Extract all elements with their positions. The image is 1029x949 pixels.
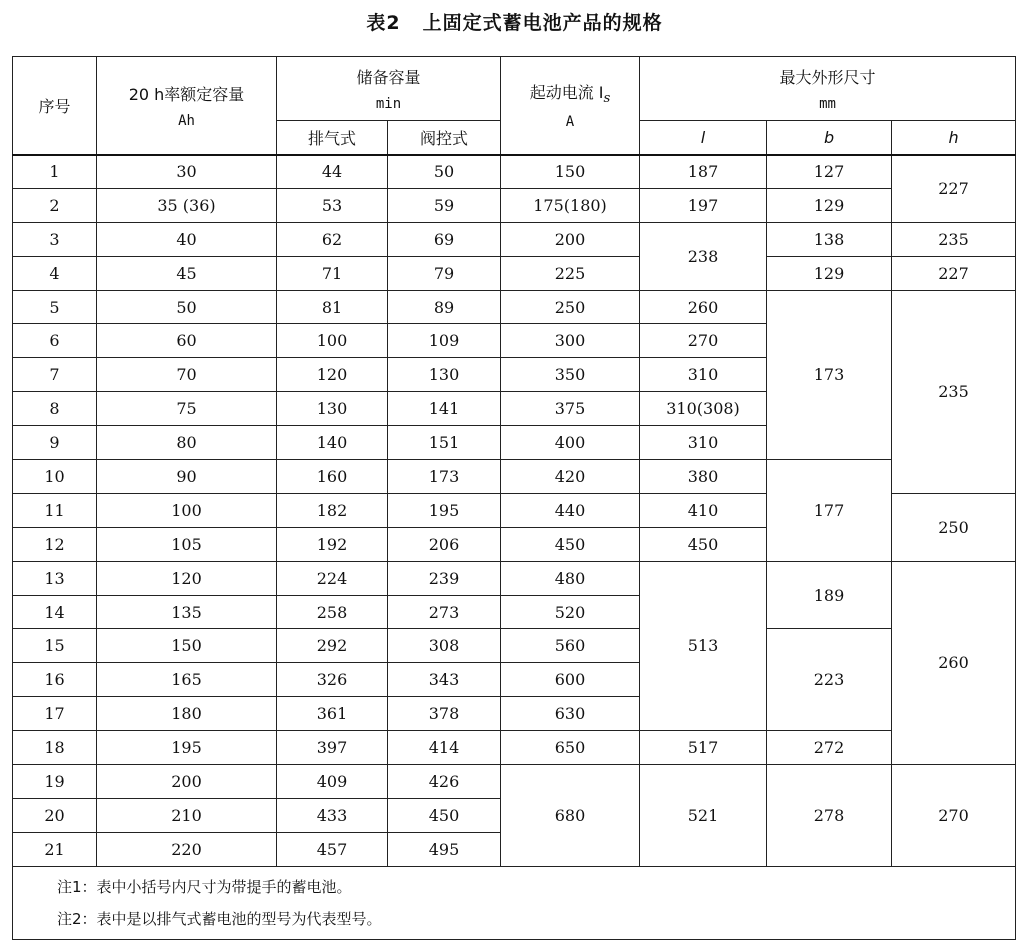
cell-valve: 69	[388, 222, 501, 256]
header-cranking-current-sub: s	[603, 91, 611, 107]
cell-capacity: 200	[97, 765, 277, 799]
cell-no: 7	[13, 358, 97, 392]
cell-cranking: 175(180)	[501, 188, 640, 222]
cell-no: 3	[13, 222, 97, 256]
cell-no: 18	[13, 731, 97, 765]
cell-capacity: 45	[97, 256, 277, 290]
cell-no: 12	[13, 527, 97, 561]
cell-dim-b: 189	[767, 561, 892, 629]
cell-valve: 79	[388, 256, 501, 290]
cell-capacity: 180	[97, 697, 277, 731]
cell-vented: 160	[277, 460, 388, 494]
cell-dim-h: 227	[892, 155, 1016, 223]
header-rated-capacity	[97, 57, 277, 155]
cell-dim-l: 310	[640, 426, 767, 460]
cell-cranking: 440	[501, 493, 640, 527]
cell-dim-b: 177	[767, 460, 892, 562]
header-reserve-capacity	[277, 57, 501, 121]
table-row	[13, 561, 1016, 595]
cell-valve: 414	[388, 731, 501, 765]
header-rated-capacity-unit: Ah	[178, 112, 195, 129]
cell-dim-b: 127	[767, 155, 892, 189]
cell-valve: 495	[388, 832, 501, 866]
table-row	[13, 460, 1016, 494]
cell-vented: 192	[277, 527, 388, 561]
cell-no: 5	[13, 290, 97, 324]
cell-valve: 273	[388, 595, 501, 629]
cell-valve: 343	[388, 663, 501, 697]
cell-capacity: 165	[97, 663, 277, 697]
cell-dim-l: 310	[640, 358, 767, 392]
table-row	[13, 155, 1016, 189]
header-max-dims-label: 最大外形尺寸	[779, 68, 876, 87]
cell-capacity: 75	[97, 392, 277, 426]
cell-cranking: 520	[501, 595, 640, 629]
cell-cranking: 450	[501, 527, 640, 561]
notes-row	[13, 866, 1016, 939]
cell-dim-l: 450	[640, 527, 767, 561]
cell-cranking: 375	[501, 392, 640, 426]
cell-no: 8	[13, 392, 97, 426]
header-serial: 序号	[13, 57, 97, 155]
cell-vented: 326	[277, 663, 388, 697]
cell-cranking: 680	[501, 765, 640, 867]
cell-dim-b: 138	[767, 222, 892, 256]
header-cranking-current	[501, 57, 640, 155]
cell-dim-l: 380	[640, 460, 767, 494]
table-row	[13, 731, 1016, 765]
header-valve: 阀控式	[388, 121, 501, 155]
cell-valve: 308	[388, 629, 501, 663]
cell-dim-h: 235	[892, 290, 1016, 493]
cell-dim-h: 235	[892, 222, 1016, 256]
cell-cranking: 480	[501, 561, 640, 595]
cell-cranking: 560	[501, 629, 640, 663]
table-row	[13, 256, 1016, 290]
cell-no: 15	[13, 629, 97, 663]
cell-cranking: 225	[501, 256, 640, 290]
cell-capacity: 60	[97, 324, 277, 358]
cell-no: 6	[13, 324, 97, 358]
cell-valve: 109	[388, 324, 501, 358]
table-header	[13, 57, 1016, 155]
header-rated-capacity-label: 20 h率额定容量	[128, 84, 245, 104]
cell-dim-l: 260	[640, 290, 767, 324]
cell-capacity: 80	[97, 426, 277, 460]
cell-no: 11	[13, 493, 97, 527]
cell-capacity: 50	[97, 290, 277, 324]
cell-dim-b: 278	[767, 765, 892, 867]
note-2: 注2：表中是以排气式蓄电池的型号为代表型号。	[57, 909, 382, 928]
cell-cranking: 150	[501, 155, 640, 189]
cell-vented: 292	[277, 629, 388, 663]
cell-capacity: 105	[97, 527, 277, 561]
cell-valve: 50	[388, 155, 501, 189]
cell-vented: 397	[277, 731, 388, 765]
cell-vented: 182	[277, 493, 388, 527]
header-vented: 排气式	[277, 121, 388, 155]
cell-cranking: 420	[501, 460, 640, 494]
cell-no: 20	[13, 798, 97, 832]
cell-no: 1	[13, 155, 97, 189]
cell-cranking: 300	[501, 324, 640, 358]
table-title	[0, 8, 1029, 35]
cell-vented: 100	[277, 324, 388, 358]
note-1: 注1：表中小括号内尺寸为带提手的蓄电池。	[57, 877, 352, 896]
cell-valve: 151	[388, 426, 501, 460]
cell-no: 21	[13, 832, 97, 866]
cell-valve: 450	[388, 798, 501, 832]
table-row	[13, 290, 1016, 324]
cell-vented: 62	[277, 222, 388, 256]
cell-capacity: 150	[97, 629, 277, 663]
cell-valve: 426	[388, 765, 501, 799]
cell-cranking: 630	[501, 697, 640, 731]
cell-cranking: 650	[501, 731, 640, 765]
header-cranking-current-label: 起动电流 I	[529, 83, 604, 103]
header-reserve-capacity-label: 储备容量	[356, 68, 421, 87]
cell-no: 16	[13, 663, 97, 697]
cell-vented: 457	[277, 832, 388, 866]
header-dim-b: b	[767, 121, 892, 155]
cell-no: 9	[13, 426, 97, 460]
table-row	[13, 629, 1016, 663]
cell-dim-l: 187	[640, 155, 767, 189]
cell-capacity: 195	[97, 731, 277, 765]
cell-dim-b: 272	[767, 731, 892, 765]
cell-valve: 195	[388, 493, 501, 527]
cell-dim-h: 227	[892, 256, 1016, 290]
header-reserve-capacity-unit: min	[375, 96, 402, 112]
cell-vented: 361	[277, 697, 388, 731]
cell-dim-l: 310(308)	[640, 392, 767, 426]
cell-no: 4	[13, 256, 97, 290]
header-cranking-current-unit: A	[565, 114, 575, 131]
cell-capacity: 220	[97, 832, 277, 866]
cell-valve: 206	[388, 527, 501, 561]
cell-capacity: 40	[97, 222, 277, 256]
cell-vented: 53	[277, 188, 388, 222]
cell-dim-l: 270	[640, 324, 767, 358]
cell-dim-h: 260	[892, 561, 1016, 764]
cell-capacity: 100	[97, 493, 277, 527]
table-row	[13, 222, 1016, 256]
cell-dim-b: 223	[767, 629, 892, 731]
cell-vented: 409	[277, 765, 388, 799]
cell-no: 10	[13, 460, 97, 494]
cell-capacity: 210	[97, 798, 277, 832]
table-row	[13, 188, 1016, 222]
cell-vented: 433	[277, 798, 388, 832]
notes-cell	[13, 866, 1016, 939]
cell-dim-b: 173	[767, 290, 892, 459]
header-dim-h: h	[892, 121, 1016, 155]
cell-vented: 224	[277, 561, 388, 595]
cell-vented: 130	[277, 392, 388, 426]
header-dim-l: l	[640, 121, 767, 155]
cell-valve: 59	[388, 188, 501, 222]
cell-dim-h: 270	[892, 765, 1016, 867]
table-row	[13, 765, 1016, 799]
cell-valve: 89	[388, 290, 501, 324]
cell-capacity: 70	[97, 358, 277, 392]
cell-cranking: 400	[501, 426, 640, 460]
header-max-dims	[640, 57, 1016, 121]
cell-no: 14	[13, 595, 97, 629]
cell-no: 2	[13, 188, 97, 222]
cell-cranking: 350	[501, 358, 640, 392]
cell-cranking: 250	[501, 290, 640, 324]
cell-capacity: 30	[97, 155, 277, 189]
cell-valve: 173	[388, 460, 501, 494]
cell-capacity: 90	[97, 460, 277, 494]
cell-vented: 44	[277, 155, 388, 189]
cell-capacity: 35 (36)	[97, 188, 277, 222]
cell-dim-b: 129	[767, 256, 892, 290]
table-number: 表2	[366, 12, 401, 34]
cell-vented: 258	[277, 595, 388, 629]
cell-cranking: 600	[501, 663, 640, 697]
table-body	[13, 155, 1016, 940]
cell-vented: 71	[277, 256, 388, 290]
cell-dim-h: 250	[892, 493, 1016, 561]
cell-vented: 81	[277, 290, 388, 324]
cell-cranking: 200	[501, 222, 640, 256]
cell-no: 19	[13, 765, 97, 799]
cell-capacity: 135	[97, 595, 277, 629]
cell-no: 13	[13, 561, 97, 595]
cell-dim-b: 129	[767, 188, 892, 222]
cell-dim-l: 410	[640, 493, 767, 527]
cell-valve: 130	[388, 358, 501, 392]
cell-vented: 140	[277, 426, 388, 460]
header-max-dims-unit: mm	[819, 96, 836, 112]
table-caption: 上固定式蓄电池产品的规格	[422, 12, 663, 34]
cell-dim-l: 197	[640, 188, 767, 222]
cell-valve: 239	[388, 561, 501, 595]
cell-capacity: 120	[97, 561, 277, 595]
cell-no: 17	[13, 697, 97, 731]
cell-dim-l: 517	[640, 731, 767, 765]
cell-dim-l: 238	[640, 222, 767, 290]
cell-vented: 120	[277, 358, 388, 392]
cell-valve: 141	[388, 392, 501, 426]
cell-valve: 378	[388, 697, 501, 731]
cell-dim-l: 521	[640, 765, 767, 867]
battery-spec-table	[12, 56, 1016, 940]
cell-dim-l: 513	[640, 561, 767, 730]
